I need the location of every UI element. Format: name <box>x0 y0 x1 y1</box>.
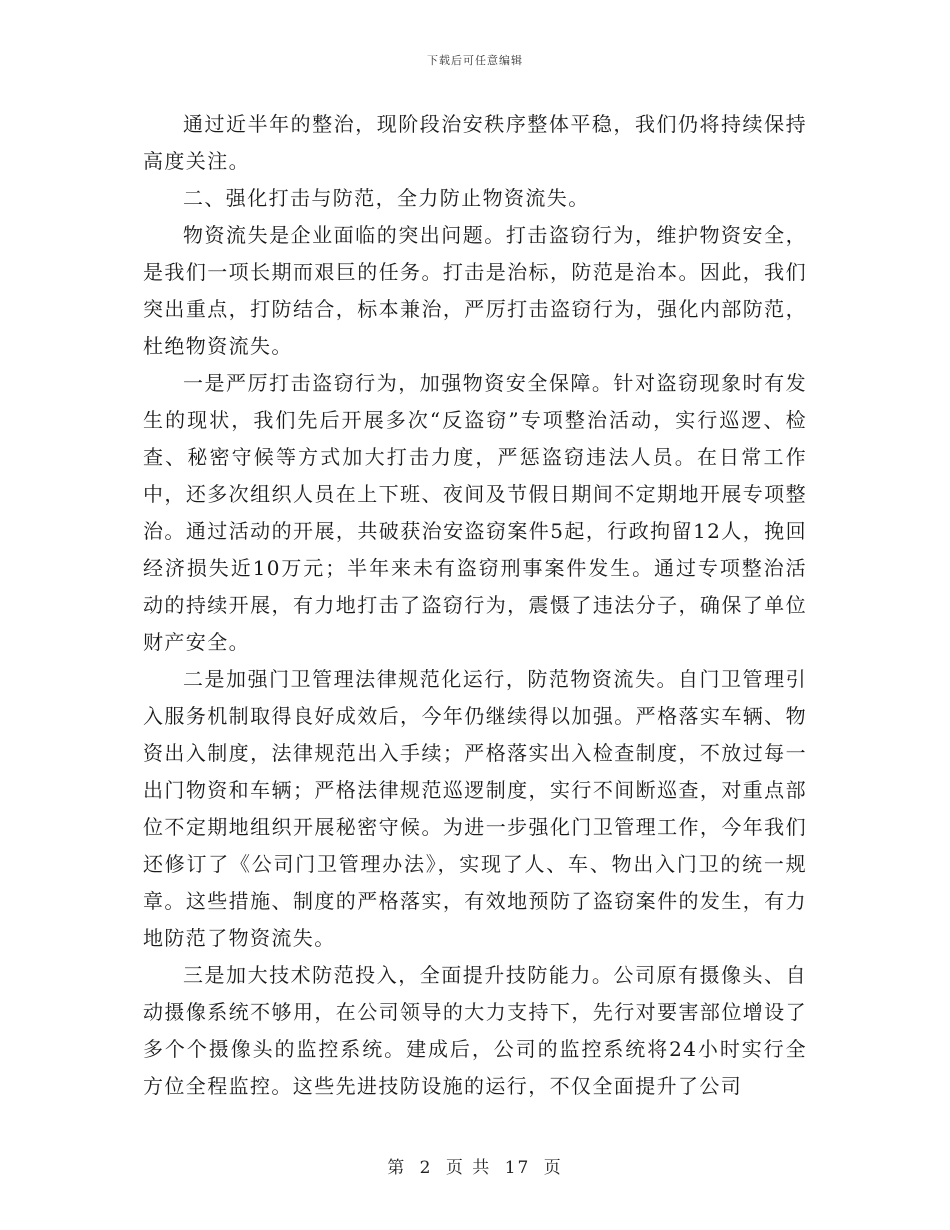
paragraph-1: 通过近半年的整治，现阶段治安秩序整体平稳，我们仍将持续保持高度关注。 <box>143 112 807 173</box>
paragraph-4: 二是加强门卫管理法律规范化运行，防范物资流失。自门卫管理引入服务机制取得良好成效后，今年仍继续得以加强。严格落实车辆、物资出入制度，法律规范出入手续；严格落实出入检查制度，不放过每一出门物资和车辆；严格法律规范巡逻制度，实行不间断巡查，对重点部位不定期地组织开展秘密守候。为进一步强化门卫管理工作，今年我们还修订了《公司门卫管理办法》，实现了人、车、物出入门卫的统一规章。这些措施、制度的严格落实，有效地预防了盗窃案件的发生，有力地防范了物资流失。 <box>143 667 807 950</box>
page-footer <box>0 1153 950 1178</box>
footer-total-pages: 17 <box>504 1158 531 1178</box>
footer-page-number: 2 <box>419 1158 433 1178</box>
page-header: 下载后可任意编辑 <box>427 54 523 67</box>
paragraph-2: 物资流失是企业面临的突出问题。打击盗窃行为，维护物资安全，是我们一项长期而艰巨的任务。打击是治标，防范是治本。因此，我们突出重点，打防结合，标本兼治，严厉打击盗窃行为，强化内部防范，杜绝物资流失。 <box>143 223 807 358</box>
body-text <box>143 106 807 1105</box>
footer-suffix: 页 <box>543 1158 563 1178</box>
footer-middle: 页 共 <box>445 1158 492 1178</box>
paragraph-5: 三是加大技术防范投入，全面提升技防能力。公司原有摄像头、自动摄像系统不够用，在公司领导的大力支持下，先行对要害部位增设了多个个摄像头的监控系统。建成后，公司的监控系统将24小时实行全方位全程监控。这些先进技防设施的运行，不仅全面提升了公司 <box>143 963 807 1098</box>
footer-prefix: 第 <box>387 1158 407 1178</box>
paragraph-3: 一是严厉打击盗窃行为，加强物资安全保障。针对盗窃现象时有发生的现状，我们先后开展多次“反盗窃”专项整治活动，实行巡逻、检查、秘密守候等方式加大打击力度，严惩盗窃违法人员。在日常工作中，还多次组织人员在上下班、夜间及节假日期间不定期地开展专项整治。通过活动的开展，共破获治安盗窃案件5起，行政拘留12人，挽回经济损失近10万元；半年来未有盗窃刑事案件发生。通过专项整治活动的持续开展，有力地打击了盗窃行为，震慑了违法分子，确保了单位财产安全。 <box>143 371 807 654</box>
section-heading: 二、强化打击与防范，全力防止物资流失。 <box>183 186 590 210</box>
